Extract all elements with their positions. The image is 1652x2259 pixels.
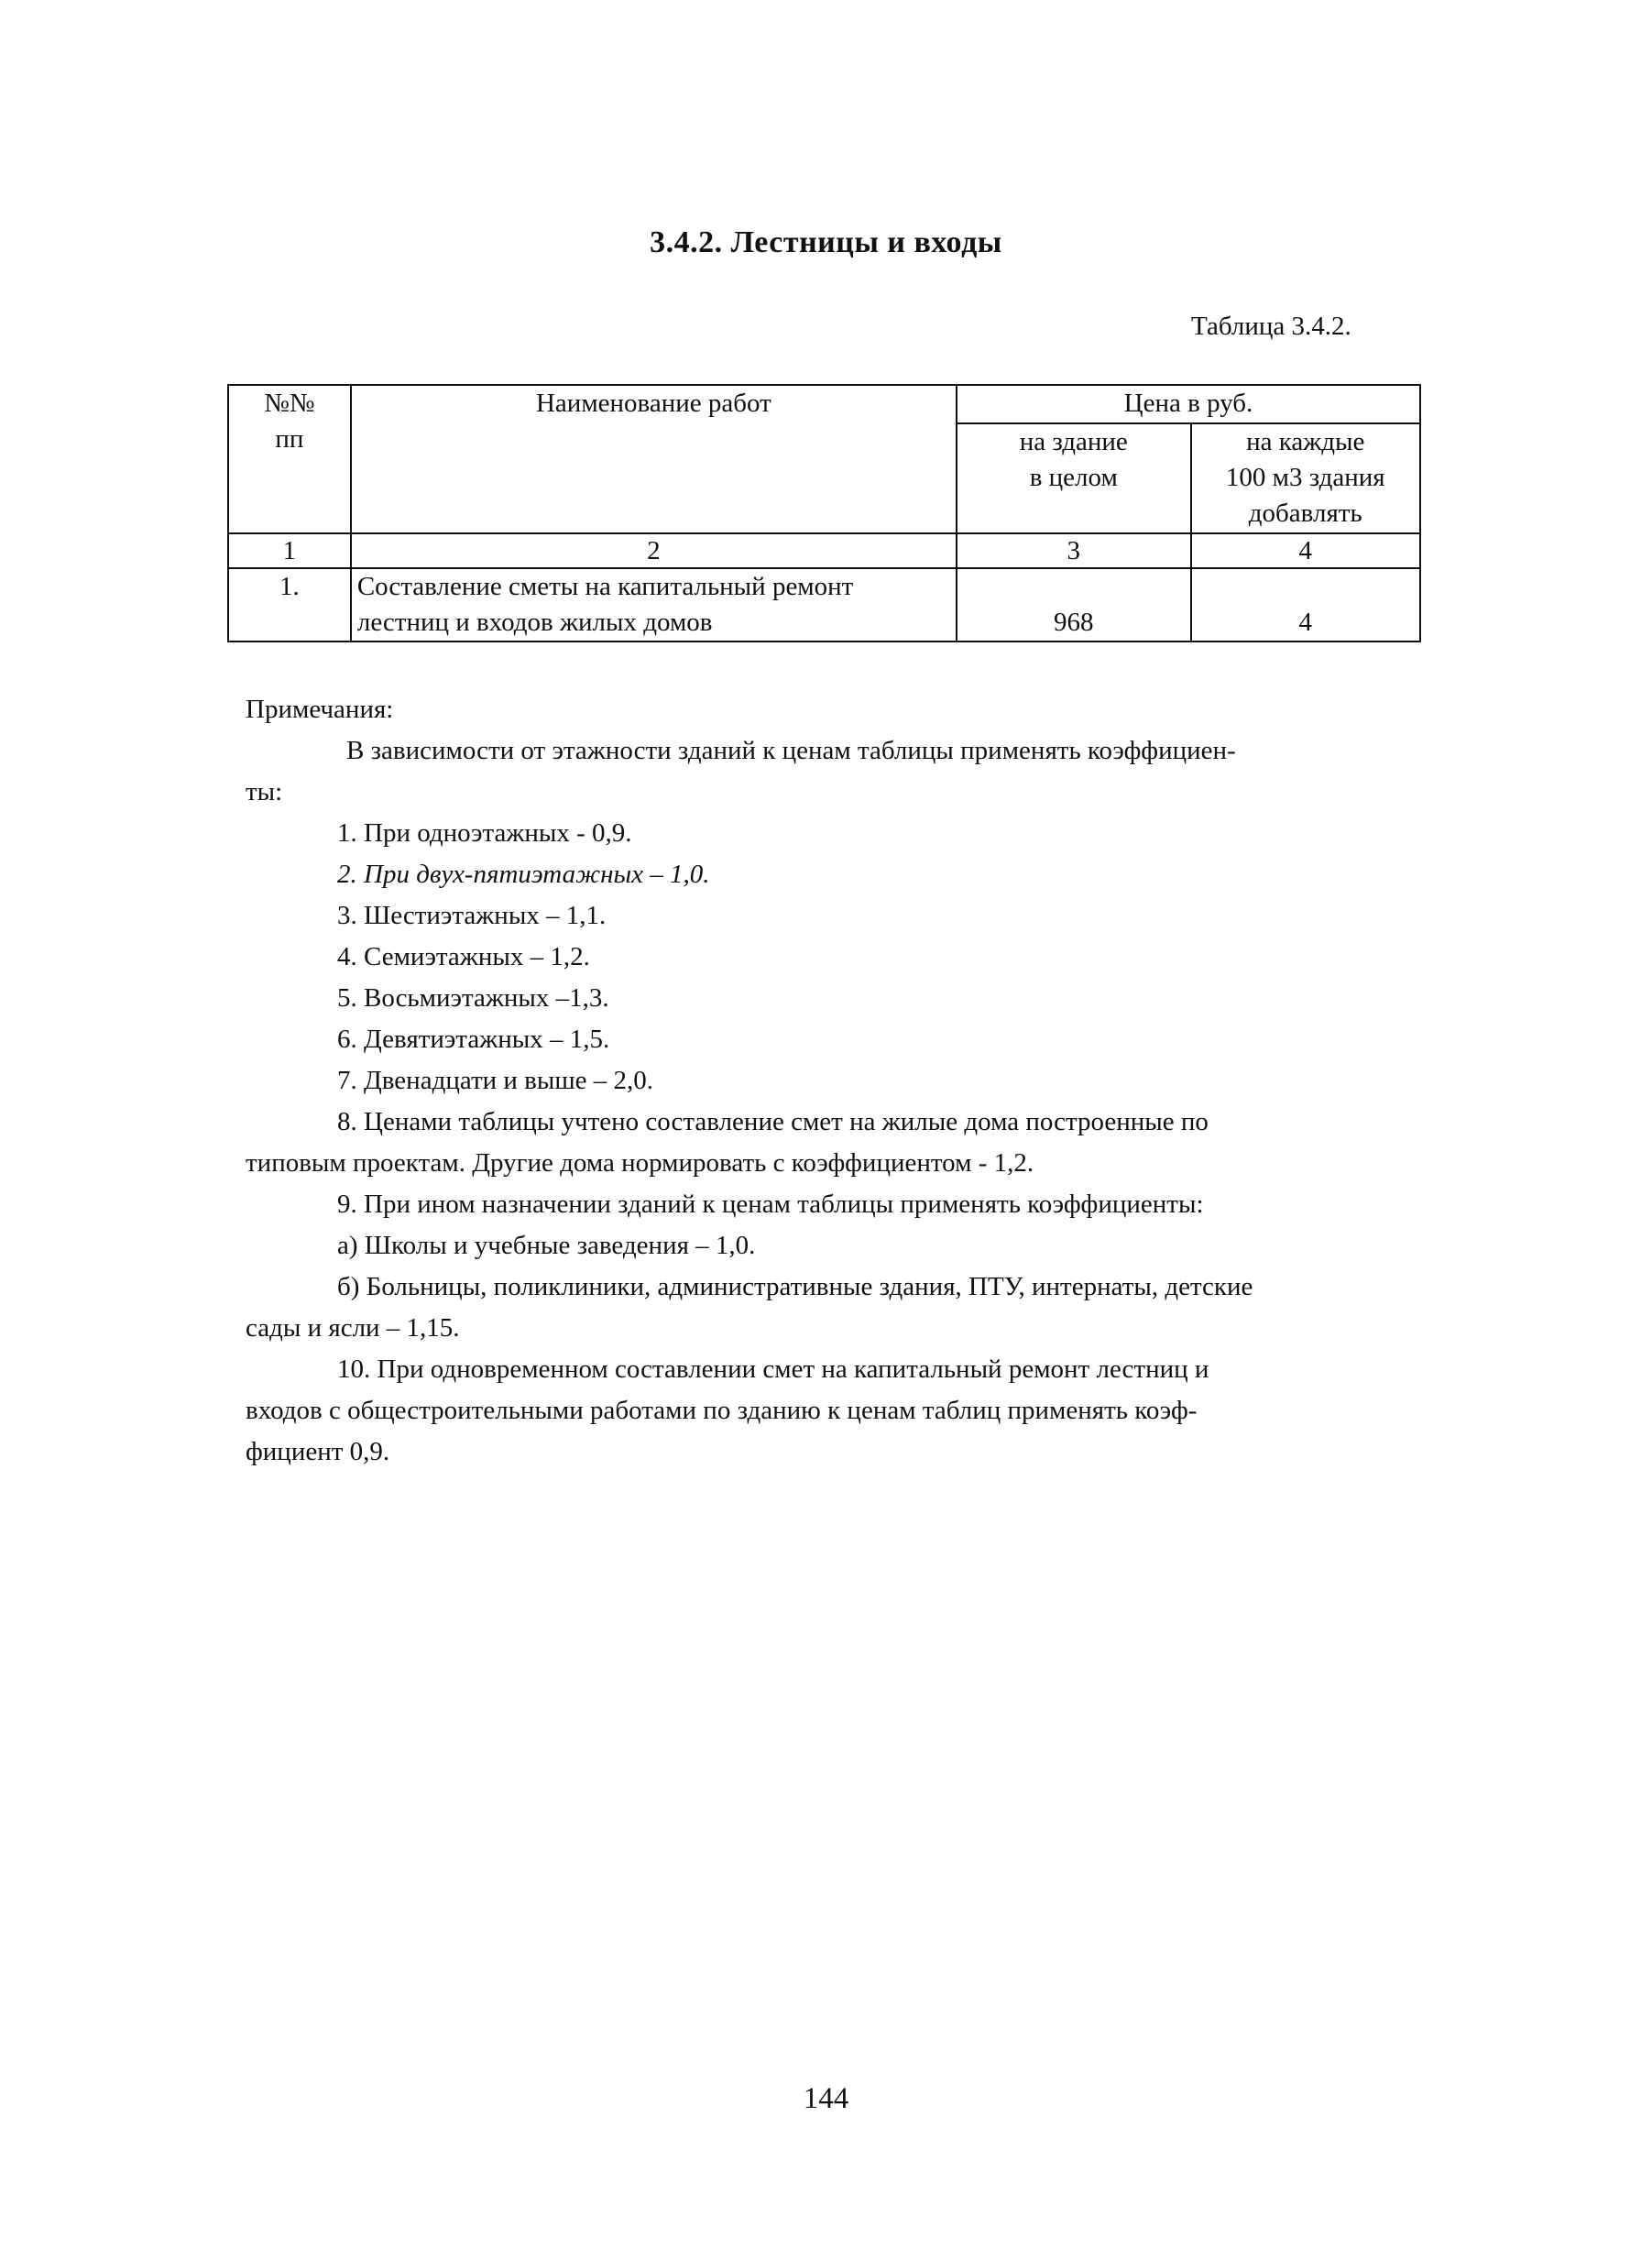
- header-per100-cell: [1191, 423, 1420, 533]
- row-price-whole: 968: [957, 568, 1191, 642]
- header-price-cell: [957, 385, 1420, 423]
- header-num-cell: [228, 385, 351, 533]
- page-number: 144: [803, 2082, 849, 2115]
- note-item-10-line2: входов с общестроительными работами по зданию к ценам таблиц применять коэф-: [246, 1396, 1198, 1425]
- section-title: 3.4.2. Лестницы и входы: [650, 225, 1002, 259]
- row-name-line1: Составление сметы на капитальный ремонт: [356, 572, 854, 601]
- header-num-line1: №№: [264, 389, 315, 418]
- note-item-9a: а) Школы и учебные заведения – 1,0.: [337, 1231, 756, 1260]
- header-per100-line2: 100 м3 здания: [1225, 463, 1385, 493]
- note-item-8-line2: типовым проектам. Другие дома нормировать с коэффициентом - 1,2.: [246, 1148, 1034, 1178]
- note-item-2: 2. При двух-пятиэтажных – 1,0.: [337, 860, 710, 889]
- header-name-label: Наименование работ: [535, 389, 771, 418]
- note-item-7: 7. Двенадцати и выше – 2,0.: [337, 1066, 654, 1095]
- note-item-9: 9. При ином назначении зданий к ценам таблицы применять коэффициенты:: [337, 1190, 1204, 1219]
- column-number-4: 4: [1191, 533, 1420, 568]
- column-number-1: 1: [228, 533, 351, 568]
- note-item-6: 6. Девятиэтажных – 1,5.: [337, 1025, 610, 1054]
- row-name-cell: [351, 568, 957, 642]
- header-name-cell: [351, 385, 957, 533]
- note-item-10-line3: фициент 0,9.: [246, 1437, 390, 1466]
- notes-intro-line2: ты:: [246, 777, 283, 806]
- header-per100-line3: добавлять: [1248, 499, 1362, 529]
- header-per100-line1: на каждые: [1246, 427, 1365, 456]
- header-whole-line1: на здание: [1019, 427, 1128, 456]
- header-whole-line2: в целом: [1029, 463, 1118, 493]
- table-row: [228, 568, 1420, 642]
- note-item-1: 1. При одноэтажных - 0,9.: [337, 818, 632, 848]
- header-whole-cell: [957, 423, 1191, 533]
- notes-block: [246, 689, 1428, 1473]
- row-price-per100: 4: [1191, 568, 1420, 642]
- header-num-line2: пп: [275, 424, 304, 455]
- note-item-4: 4. Семиэтажных – 1,2.: [337, 942, 590, 971]
- notes-heading: Примечания:: [246, 695, 394, 724]
- note-item-3: 3. Шестиэтажных – 1,1.: [337, 901, 607, 930]
- column-number-3: 3: [957, 533, 1191, 568]
- notes-intro-line1: В зависимости от этажности зданий к ценам таблицы применять коэффициен-: [346, 736, 1236, 765]
- row-name-line2: лестниц и входов жилых домов: [356, 608, 713, 638]
- price-table: [227, 384, 1421, 642]
- note-item-9b-line2: сады и ясли – 1,15.: [246, 1313, 460, 1343]
- note-item-9b-line1: б) Больницы, поликлиники, административные здания, ПТУ, интернаты, детские: [337, 1272, 1253, 1301]
- table-caption: Таблица 3.4.2.: [1191, 312, 1351, 341]
- note-item-5: 5. Восьмиэтажных –1,3.: [337, 983, 609, 1013]
- note-item-10-line1: 10. При одновременном составлении смет на капитальный ремонт лестниц и: [337, 1354, 1209, 1384]
- header-price-label: Цена в руб.: [1123, 389, 1253, 418]
- column-number-2: 2: [351, 533, 957, 568]
- row-num: 1.: [228, 568, 351, 642]
- note-item-8-line1: 8. Ценами таблицы учтено составление смет на жилые дома построенные по: [337, 1107, 1209, 1136]
